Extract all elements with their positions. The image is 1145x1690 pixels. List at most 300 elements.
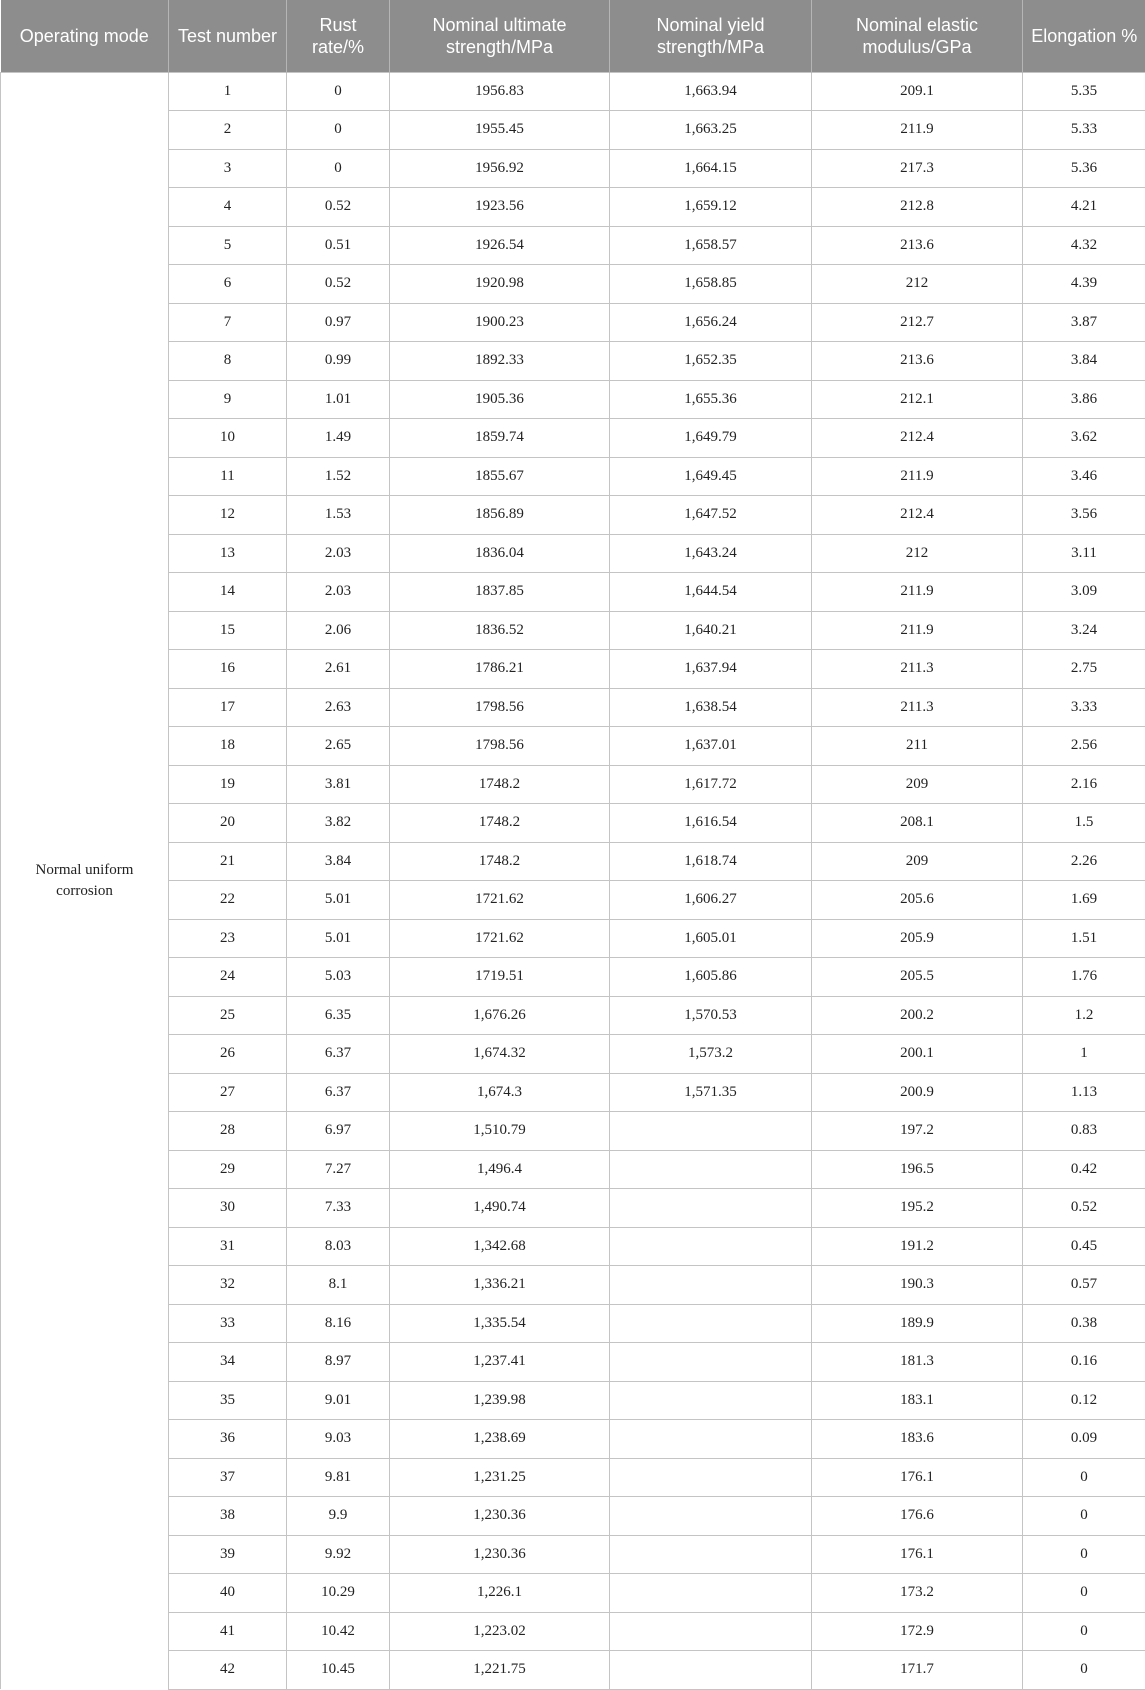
cell-yield-strength: 1,649.79 (610, 419, 812, 458)
table-row (1, 1035, 1145, 1074)
cell-yield-strength: 1,644.54 (610, 573, 812, 612)
table-row (1, 380, 1145, 419)
cell-rust-rate: 2.61 (287, 650, 390, 689)
header-ultimate-strength: Nominal ultimate strength/MPa (390, 0, 610, 72)
cell-test-number: 9 (169, 380, 287, 419)
cell-ultimate-strength: 1900.23 (390, 303, 610, 342)
cell-ultimate-strength: 1,226.1 (390, 1574, 610, 1613)
table-row (1, 1189, 1145, 1228)
table-row (1, 996, 1145, 1035)
cell-test-number: 30 (169, 1189, 287, 1228)
cell-elastic-modulus: 176.1 (812, 1458, 1023, 1497)
cell-elastic-modulus: 212.1 (812, 380, 1023, 419)
cell-elastic-modulus: 217.3 (812, 149, 1023, 188)
cell-yield-strength: 1,640.21 (610, 611, 812, 650)
cell-test-number: 11 (169, 457, 287, 496)
cell-test-number: 18 (169, 727, 287, 766)
cell-yield-strength: 1,573.2 (610, 1035, 812, 1074)
cell-yield-strength: 1,659.12 (610, 188, 812, 227)
cell-elastic-modulus: 196.5 (812, 1150, 1023, 1189)
cell-elastic-modulus: 211.9 (812, 611, 1023, 650)
cell-ultimate-strength: 1786.21 (390, 650, 610, 689)
cell-ultimate-strength: 1859.74 (390, 419, 610, 458)
cell-test-number: 25 (169, 996, 287, 1035)
cell-rust-rate: 2.06 (287, 611, 390, 650)
cell-test-number: 19 (169, 765, 287, 804)
cell-elastic-modulus: 213.6 (812, 342, 1023, 381)
cell-ultimate-strength: 1926.54 (390, 226, 610, 265)
cell-ultimate-strength: 1798.56 (390, 688, 610, 727)
cell-yield-strength: 1,658.57 (610, 226, 812, 265)
cell-test-number: 38 (169, 1497, 287, 1536)
cell-elongation: 5.36 (1023, 149, 1145, 188)
cell-elongation: 0.42 (1023, 1150, 1145, 1189)
cell-ultimate-strength: 1923.56 (390, 188, 610, 227)
cell-ultimate-strength: 1,230.36 (390, 1497, 610, 1536)
cell-rust-rate: 0 (287, 111, 390, 150)
cell-test-number: 10 (169, 419, 287, 458)
cell-elongation: 3.84 (1023, 342, 1145, 381)
table-row (1, 919, 1145, 958)
cell-ultimate-strength: 1920.98 (390, 265, 610, 304)
cell-ultimate-strength: 1,239.98 (390, 1381, 610, 1420)
cell-elastic-modulus: 212.8 (812, 188, 1023, 227)
cell-test-number: 42 (169, 1651, 287, 1690)
cell-test-number: 23 (169, 919, 287, 958)
table-body (1, 72, 1145, 1689)
table-row (1, 1073, 1145, 1112)
cell-elongation: 1.69 (1023, 881, 1145, 920)
cell-elastic-modulus: 212.4 (812, 419, 1023, 458)
cell-rust-rate: 0.51 (287, 226, 390, 265)
cell-ultimate-strength: 1,231.25 (390, 1458, 610, 1497)
cell-yield-strength: 1,663.25 (610, 111, 812, 150)
cell-operating-mode: Normal uniform corrosion (1, 72, 169, 1689)
table-row (1, 958, 1145, 997)
table-row (1, 1266, 1145, 1305)
cell-rust-rate: 7.27 (287, 1150, 390, 1189)
cell-elongation: 0 (1023, 1651, 1145, 1690)
cell-yield-strength: 1,605.86 (610, 958, 812, 997)
cell-ultimate-strength: 1,674.3 (390, 1073, 610, 1112)
cell-ultimate-strength: 1956.83 (390, 72, 610, 111)
table-row (1, 1304, 1145, 1343)
cell-elastic-modulus: 183.1 (812, 1381, 1023, 1420)
cell-elastic-modulus: 205.5 (812, 958, 1023, 997)
cell-ultimate-strength: 1892.33 (390, 342, 610, 381)
cell-yield-strength (610, 1266, 812, 1305)
cell-elastic-modulus: 211.9 (812, 573, 1023, 612)
cell-ultimate-strength: 1836.04 (390, 534, 610, 573)
cell-ultimate-strength: 1721.62 (390, 881, 610, 920)
cell-rust-rate: 0 (287, 72, 390, 111)
cell-elongation: 0.83 (1023, 1112, 1145, 1151)
cell-ultimate-strength: 1836.52 (390, 611, 610, 650)
cell-elongation: 3.09 (1023, 573, 1145, 612)
cell-rust-rate: 0.99 (287, 342, 390, 381)
cell-yield-strength (610, 1497, 812, 1536)
cell-elongation: 2.75 (1023, 650, 1145, 689)
cell-elastic-modulus: 209.1 (812, 72, 1023, 111)
table-row (1, 1227, 1145, 1266)
cell-rust-rate: 0.52 (287, 188, 390, 227)
cell-yield-strength (610, 1612, 812, 1651)
table-row (1, 72, 1145, 111)
cell-ultimate-strength: 1,223.02 (390, 1612, 610, 1651)
header-operating-mode: Operating mode (1, 0, 169, 72)
table-row (1, 188, 1145, 227)
header-test-number: Test number (169, 0, 287, 72)
table-row (1, 804, 1145, 843)
table-row (1, 727, 1145, 766)
cell-elastic-modulus: 189.9 (812, 1304, 1023, 1343)
cell-test-number: 15 (169, 611, 287, 650)
cell-ultimate-strength: 1721.62 (390, 919, 610, 958)
header-elastic-modulus: Nominal elastic modulus/GPa (812, 0, 1023, 72)
cell-rust-rate: 9.01 (287, 1381, 390, 1420)
cell-ultimate-strength: 1,238.69 (390, 1420, 610, 1459)
cell-elongation: 0.38 (1023, 1304, 1145, 1343)
cell-elastic-modulus: 205.9 (812, 919, 1023, 958)
cell-elastic-modulus: 211.3 (812, 650, 1023, 689)
cell-ultimate-strength: 1,676.26 (390, 996, 610, 1035)
cell-test-number: 37 (169, 1458, 287, 1497)
cell-ultimate-strength: 1719.51 (390, 958, 610, 997)
cell-elongation: 3.56 (1023, 496, 1145, 535)
cell-elongation: 1.76 (1023, 958, 1145, 997)
cell-elongation: 0.12 (1023, 1381, 1145, 1420)
cell-elongation: 2.56 (1023, 727, 1145, 766)
cell-elongation: 3.62 (1023, 419, 1145, 458)
cell-yield-strength: 1,643.24 (610, 534, 812, 573)
cell-test-number: 3 (169, 149, 287, 188)
table-row (1, 265, 1145, 304)
cell-rust-rate: 1.49 (287, 419, 390, 458)
cell-yield-strength (610, 1535, 812, 1574)
cell-rust-rate: 10.42 (287, 1612, 390, 1651)
cell-test-number: 12 (169, 496, 287, 535)
table-row (1, 419, 1145, 458)
cell-ultimate-strength: 1748.2 (390, 842, 610, 881)
cell-yield-strength: 1,658.85 (610, 265, 812, 304)
cell-elastic-modulus: 212 (812, 534, 1023, 573)
cell-yield-strength (610, 1304, 812, 1343)
cell-rust-rate: 1.01 (287, 380, 390, 419)
cell-rust-rate: 3.82 (287, 804, 390, 843)
cell-yield-strength: 1,656.24 (610, 303, 812, 342)
cell-rust-rate: 10.29 (287, 1574, 390, 1613)
cell-yield-strength: 1,617.72 (610, 765, 812, 804)
cell-elastic-modulus: 176.1 (812, 1535, 1023, 1574)
cell-test-number: 22 (169, 881, 287, 920)
cell-yield-strength: 1,649.45 (610, 457, 812, 496)
cell-elastic-modulus: 183.6 (812, 1420, 1023, 1459)
table-row (1, 342, 1145, 381)
cell-elastic-modulus: 211 (812, 727, 1023, 766)
table-row (1, 534, 1145, 573)
cell-ultimate-strength: 1,336.21 (390, 1266, 610, 1305)
cell-yield-strength: 1,655.36 (610, 380, 812, 419)
cell-rust-rate: 0 (287, 149, 390, 188)
cell-rust-rate: 2.65 (287, 727, 390, 766)
cell-yield-strength (610, 1189, 812, 1228)
cell-elastic-modulus: 212.7 (812, 303, 1023, 342)
table-row (1, 842, 1145, 881)
cell-yield-strength (610, 1112, 812, 1151)
cell-yield-strength: 1,570.53 (610, 996, 812, 1035)
cell-ultimate-strength: 1905.36 (390, 380, 610, 419)
cell-yield-strength: 1,647.52 (610, 496, 812, 535)
cell-yield-strength (610, 1150, 812, 1189)
cell-elastic-modulus: 209 (812, 765, 1023, 804)
cell-yield-strength: 1,664.15 (610, 149, 812, 188)
table-row (1, 1458, 1145, 1497)
cell-yield-strength: 1,605.01 (610, 919, 812, 958)
cell-elongation: 4.32 (1023, 226, 1145, 265)
cell-rust-rate: 2.03 (287, 534, 390, 573)
table-row (1, 1150, 1145, 1189)
cell-rust-rate: 9.81 (287, 1458, 390, 1497)
cell-rust-rate: 7.33 (287, 1189, 390, 1228)
table-row (1, 1497, 1145, 1536)
table-row (1, 457, 1145, 496)
cell-ultimate-strength: 1855.67 (390, 457, 610, 496)
cell-yield-strength (610, 1420, 812, 1459)
cell-elongation: 3.87 (1023, 303, 1145, 342)
cell-elongation: 3.86 (1023, 380, 1145, 419)
cell-test-number: 29 (169, 1150, 287, 1189)
table-row (1, 688, 1145, 727)
cell-rust-rate: 9.92 (287, 1535, 390, 1574)
cell-ultimate-strength: 1,510.79 (390, 1112, 610, 1151)
cell-elongation: 1.2 (1023, 996, 1145, 1035)
cell-test-number: 31 (169, 1227, 287, 1266)
cell-elastic-modulus: 211.9 (812, 111, 1023, 150)
cell-elastic-modulus: 190.3 (812, 1266, 1023, 1305)
table-row (1, 1343, 1145, 1382)
cell-yield-strength: 1,663.94 (610, 72, 812, 111)
cell-elongation: 0 (1023, 1458, 1145, 1497)
cell-elastic-modulus: 200.1 (812, 1035, 1023, 1074)
cell-elongation: 3.24 (1023, 611, 1145, 650)
cell-elastic-modulus: 172.9 (812, 1612, 1023, 1651)
cell-rust-rate: 1.53 (287, 496, 390, 535)
table-row (1, 765, 1145, 804)
cell-rust-rate: 5.03 (287, 958, 390, 997)
header-row (1, 0, 1145, 72)
cell-test-number: 13 (169, 534, 287, 573)
cell-elastic-modulus: 171.7 (812, 1651, 1023, 1690)
cell-test-number: 16 (169, 650, 287, 689)
cell-elastic-modulus: 208.1 (812, 804, 1023, 843)
table-row (1, 1651, 1145, 1690)
cell-rust-rate: 0.97 (287, 303, 390, 342)
cell-yield-strength: 1,606.27 (610, 881, 812, 920)
cell-ultimate-strength: 1955.45 (390, 111, 610, 150)
table-row (1, 1574, 1145, 1613)
cell-elastic-modulus: 200.9 (812, 1073, 1023, 1112)
cell-elongation: 3.46 (1023, 457, 1145, 496)
cell-test-number: 8 (169, 342, 287, 381)
cell-ultimate-strength: 1,230.36 (390, 1535, 610, 1574)
cell-elongation: 4.39 (1023, 265, 1145, 304)
table-row (1, 1381, 1145, 1420)
cell-elongation: 2.16 (1023, 765, 1145, 804)
cell-yield-strength: 1,571.35 (610, 1073, 812, 1112)
cell-elongation: 1.51 (1023, 919, 1145, 958)
cell-elongation: 0 (1023, 1612, 1145, 1651)
cell-elastic-modulus: 211.3 (812, 688, 1023, 727)
cell-test-number: 34 (169, 1343, 287, 1382)
cell-elongation: 0.57 (1023, 1266, 1145, 1305)
cell-elongation: 0.09 (1023, 1420, 1145, 1459)
cell-test-number: 4 (169, 188, 287, 227)
cell-yield-strength (610, 1458, 812, 1497)
cell-elongation: 0 (1023, 1497, 1145, 1536)
table-row (1, 881, 1145, 920)
header-rust-rate: Rust rate/% (287, 0, 390, 72)
cell-elongation: 5.35 (1023, 72, 1145, 111)
cell-test-number: 1 (169, 72, 287, 111)
cell-rust-rate: 1.52 (287, 457, 390, 496)
cell-rust-rate: 6.97 (287, 1112, 390, 1151)
cell-elongation: 0.45 (1023, 1227, 1145, 1266)
cell-elongation: 1 (1023, 1035, 1145, 1074)
cell-elongation: 3.11 (1023, 534, 1145, 573)
cell-test-number: 7 (169, 303, 287, 342)
cell-rust-rate: 9.9 (287, 1497, 390, 1536)
header-yield-strength: Nominal yield strength/MPa (610, 0, 812, 72)
cell-test-number: 14 (169, 573, 287, 612)
cell-rust-rate: 5.01 (287, 881, 390, 920)
cell-test-number: 36 (169, 1420, 287, 1459)
table-row (1, 149, 1145, 188)
cell-ultimate-strength: 1,335.54 (390, 1304, 610, 1343)
cell-test-number: 28 (169, 1112, 287, 1151)
cell-test-number: 24 (169, 958, 287, 997)
cell-test-number: 35 (169, 1381, 287, 1420)
cell-test-number: 6 (169, 265, 287, 304)
cell-test-number: 41 (169, 1612, 287, 1651)
cell-elongation: 3.33 (1023, 688, 1145, 727)
cell-yield-strength: 1,618.74 (610, 842, 812, 881)
cell-yield-strength: 1,652.35 (610, 342, 812, 381)
table-row (1, 1612, 1145, 1651)
cell-yield-strength (610, 1381, 812, 1420)
cell-rust-rate: 0.52 (287, 265, 390, 304)
table-row (1, 1420, 1145, 1459)
table-row (1, 226, 1145, 265)
cell-rust-rate: 5.01 (287, 919, 390, 958)
table-row (1, 303, 1145, 342)
cell-rust-rate: 6.37 (287, 1073, 390, 1112)
header-elongation: Elongation % (1023, 0, 1145, 72)
cell-elastic-modulus: 211.9 (812, 457, 1023, 496)
cell-elongation: 0 (1023, 1535, 1145, 1574)
cell-test-number: 21 (169, 842, 287, 881)
table-row (1, 496, 1145, 535)
cell-elastic-modulus: 195.2 (812, 1189, 1023, 1228)
cell-test-number: 39 (169, 1535, 287, 1574)
cell-elastic-modulus: 212.4 (812, 496, 1023, 535)
cell-rust-rate: 3.81 (287, 765, 390, 804)
cell-test-number: 2 (169, 111, 287, 150)
cell-yield-strength (610, 1343, 812, 1382)
cell-ultimate-strength: 1,221.75 (390, 1651, 610, 1690)
table-row (1, 1535, 1145, 1574)
cell-elastic-modulus: 205.6 (812, 881, 1023, 920)
cell-yield-strength: 1,637.01 (610, 727, 812, 766)
table-row (1, 573, 1145, 612)
table-row (1, 1112, 1145, 1151)
cell-elastic-modulus: 213.6 (812, 226, 1023, 265)
cell-rust-rate: 8.1 (287, 1266, 390, 1305)
cell-rust-rate: 2.63 (287, 688, 390, 727)
table-row (1, 111, 1145, 150)
cell-elastic-modulus: 200.2 (812, 996, 1023, 1035)
cell-rust-rate: 8.97 (287, 1343, 390, 1382)
cell-ultimate-strength: 1,490.74 (390, 1189, 610, 1228)
cell-rust-rate: 9.03 (287, 1420, 390, 1459)
cell-elongation: 2.26 (1023, 842, 1145, 881)
cell-rust-rate: 2.03 (287, 573, 390, 612)
cell-rust-rate: 10.45 (287, 1651, 390, 1690)
cell-ultimate-strength: 1,674.32 (390, 1035, 610, 1074)
cell-elastic-modulus: 209 (812, 842, 1023, 881)
cell-rust-rate: 6.37 (287, 1035, 390, 1074)
cell-test-number: 27 (169, 1073, 287, 1112)
cell-elongation: 4.21 (1023, 188, 1145, 227)
cell-test-number: 40 (169, 1574, 287, 1613)
cell-rust-rate: 6.35 (287, 996, 390, 1035)
cell-ultimate-strength: 1,342.68 (390, 1227, 610, 1266)
cell-test-number: 26 (169, 1035, 287, 1074)
cell-ultimate-strength: 1748.2 (390, 804, 610, 843)
cell-elastic-modulus: 191.2 (812, 1227, 1023, 1266)
table-row (1, 611, 1145, 650)
cell-elastic-modulus: 173.2 (812, 1574, 1023, 1613)
cell-ultimate-strength: 1,496.4 (390, 1150, 610, 1189)
cell-ultimate-strength: 1748.2 (390, 765, 610, 804)
cell-rust-rate: 3.84 (287, 842, 390, 881)
cell-yield-strength (610, 1651, 812, 1690)
cell-elastic-modulus: 181.3 (812, 1343, 1023, 1382)
cell-elastic-modulus: 176.6 (812, 1497, 1023, 1536)
cell-elongation: 0.16 (1023, 1343, 1145, 1382)
cell-ultimate-strength: 1956.92 (390, 149, 610, 188)
cell-test-number: 17 (169, 688, 287, 727)
table-row (1, 650, 1145, 689)
cell-elastic-modulus: 212 (812, 265, 1023, 304)
cell-rust-rate: 8.03 (287, 1227, 390, 1266)
cell-elongation: 5.33 (1023, 111, 1145, 150)
cell-ultimate-strength: 1837.85 (390, 573, 610, 612)
cell-yield-strength: 1,616.54 (610, 804, 812, 843)
cell-yield-strength (610, 1574, 812, 1613)
cell-ultimate-strength: 1,237.41 (390, 1343, 610, 1382)
cell-ultimate-strength: 1798.56 (390, 727, 610, 766)
cell-elongation: 0.52 (1023, 1189, 1145, 1228)
cell-test-number: 20 (169, 804, 287, 843)
cell-test-number: 32 (169, 1266, 287, 1305)
cell-elongation: 1.5 (1023, 804, 1145, 843)
cell-ultimate-strength: 1856.89 (390, 496, 610, 535)
cell-yield-strength: 1,638.54 (610, 688, 812, 727)
cell-elastic-modulus: 197.2 (812, 1112, 1023, 1151)
cell-elongation: 1.13 (1023, 1073, 1145, 1112)
cell-test-number: 5 (169, 226, 287, 265)
cell-yield-strength (610, 1227, 812, 1266)
